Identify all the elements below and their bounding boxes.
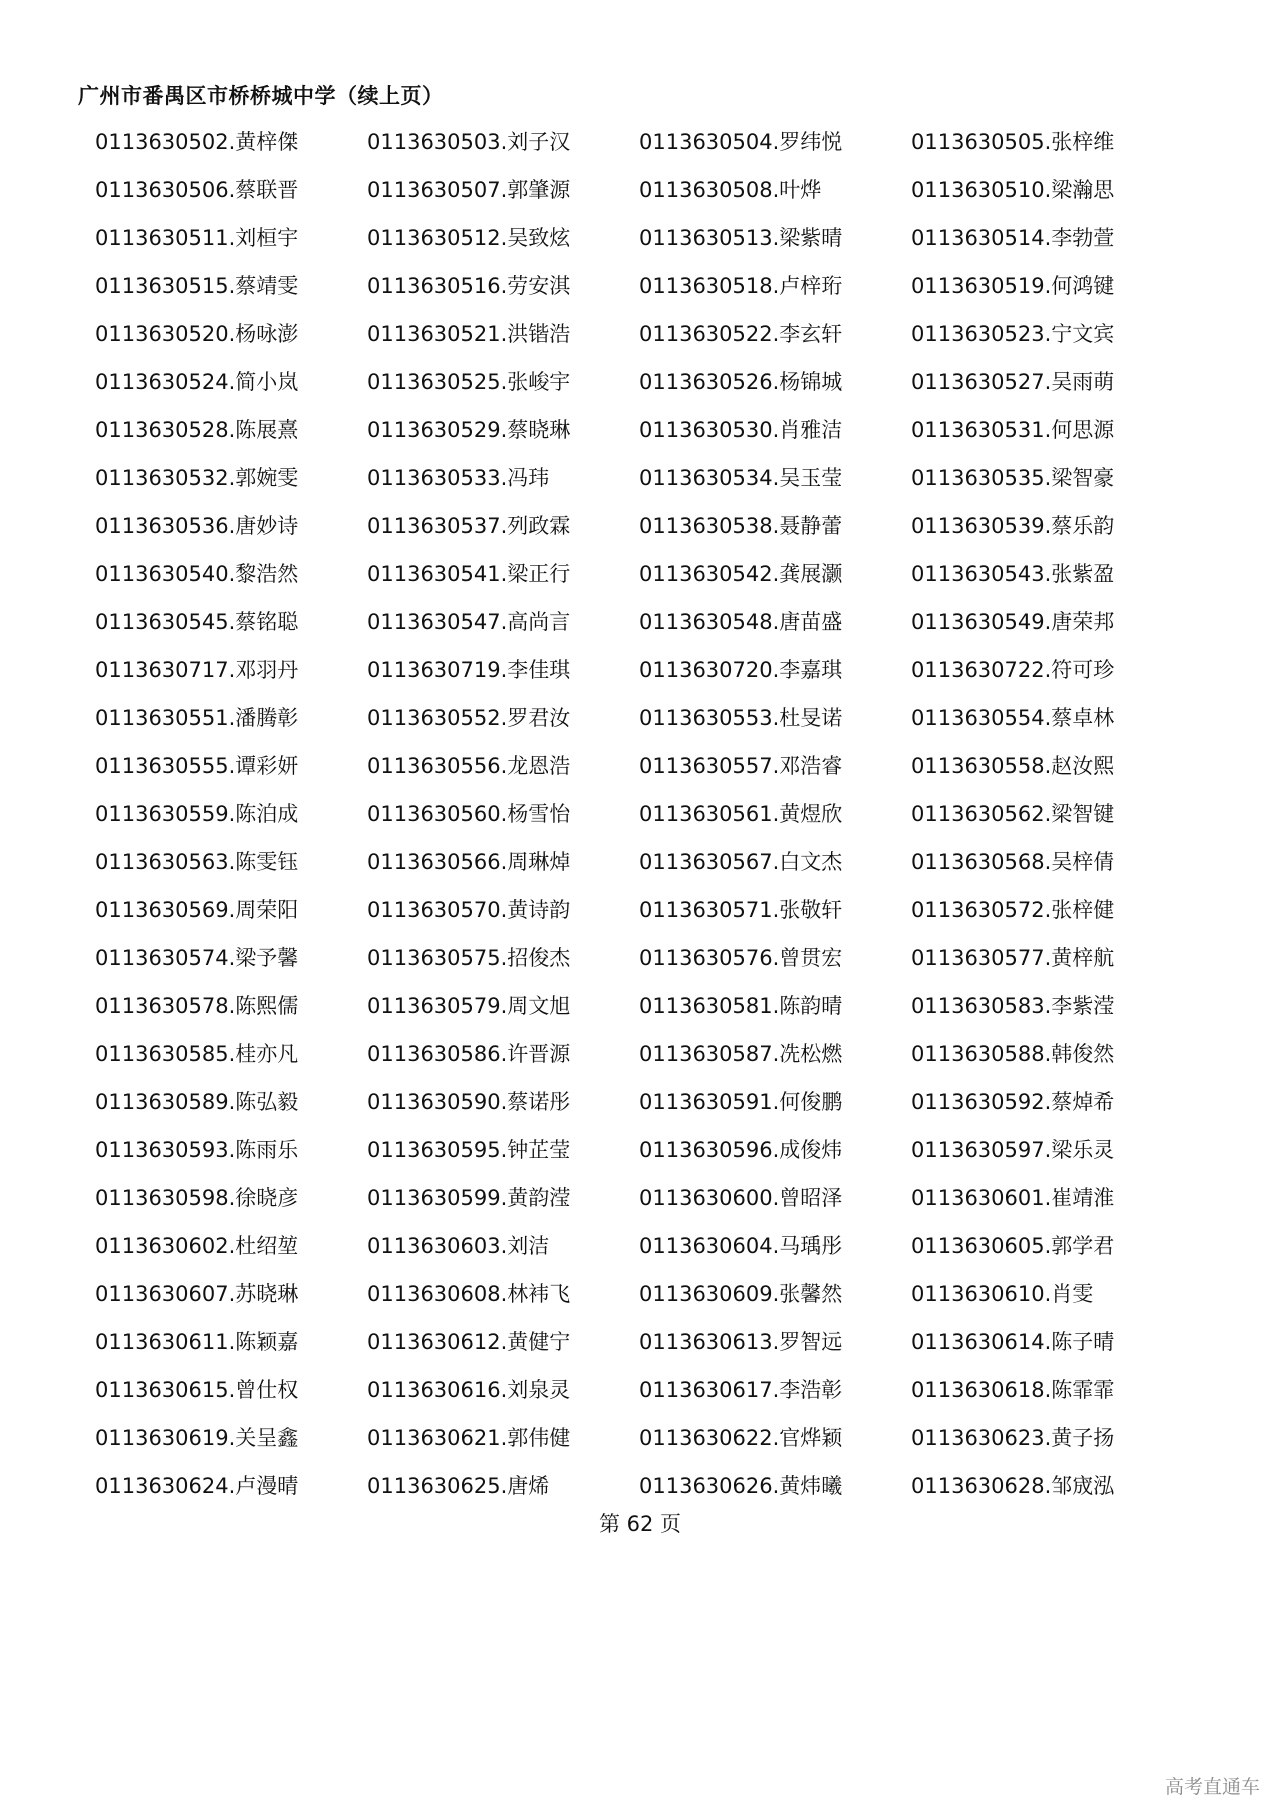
student-entry: 0113630617.李浩彰 — [639, 1378, 843, 1402]
student-entry: 0113630506.蔡联晋 — [95, 178, 299, 202]
student-entry: 0113630562.梁智键 — [911, 802, 1115, 826]
student-entry: 0113630570.黄诗韵 — [367, 898, 571, 922]
student-entry: 0113630613.罗智远 — [639, 1330, 843, 1354]
student-entry: 0113630554.蔡卓林 — [911, 706, 1115, 730]
student-entry: 0113630567.白文杰 — [639, 850, 843, 874]
student-entry: 0113630537.列政霖 — [367, 514, 571, 538]
student-entry: 0113630586.许晋源 — [367, 1042, 571, 1066]
student-entry: 0113630576.曾贯宏 — [639, 946, 843, 970]
student-entry: 0113630610.肖雯 — [911, 1282, 1094, 1306]
student-entry: 0113630593.陈雨乐 — [95, 1138, 299, 1162]
student-entry: 0113630558.赵汝熙 — [911, 754, 1115, 778]
student-entry: 0113630595.钟芷莹 — [367, 1138, 571, 1162]
student-entry: 0113630719.李佳琪 — [367, 658, 571, 682]
student-entry: 0113630569.周荣阳 — [95, 898, 299, 922]
student-entry: 0113630589.陈弘毅 — [95, 1090, 299, 1114]
student-entry: 0113630615.曾仕权 — [95, 1378, 299, 1402]
student-entry: 0113630552.罗君汝 — [367, 706, 571, 730]
student-entry: 0113630514.李勃萱 — [911, 226, 1115, 250]
student-entry: 0113630518.卢梓珩 — [639, 274, 843, 298]
student-entry: 0113630618.陈霏霏 — [911, 1378, 1115, 1402]
student-entry: 0113630508.叶烨 — [639, 178, 822, 202]
student-entry: 0113630598.徐晓彦 — [95, 1186, 299, 1210]
student-entry: 0113630596.成俊炜 — [639, 1138, 843, 1162]
student-entry: 0113630542.龚展灏 — [639, 562, 843, 586]
student-entry: 0113630507.郭肇源 — [367, 178, 571, 202]
student-entry: 0113630604.马瑀彤 — [639, 1234, 843, 1258]
student-entry: 0113630628.邹宬泓 — [911, 1474, 1115, 1498]
student-entry: 0113630626.黄炜曦 — [639, 1474, 843, 1498]
student-entry: 0113630551.潘腾彰 — [95, 706, 299, 730]
student-entry: 0113630531.何思源 — [911, 418, 1115, 442]
student-entry: 0113630601.崔靖淮 — [911, 1186, 1115, 1210]
student-entry: 0113630607.苏晓琳 — [95, 1282, 299, 1306]
student-entry: 0113630525.张峻宇 — [367, 370, 571, 394]
student-entry: 0113630616.刘泉灵 — [367, 1378, 571, 1402]
student-entry: 0113630561.黄煜欣 — [639, 802, 843, 826]
student-entry: 0113630625.唐烯 — [367, 1474, 550, 1498]
student-entry: 0113630543.张紫盈 — [911, 562, 1115, 586]
student-entry: 0113630590.蔡诺彤 — [367, 1090, 571, 1114]
student-entry: 0113630608.林袆飞 — [367, 1282, 571, 1306]
student-entry: 0113630583.李紫滢 — [911, 994, 1115, 1018]
student-entry: 0113630516.劳安淇 — [367, 274, 571, 298]
student-entry: 0113630603.刘洁 — [367, 1234, 550, 1258]
student-entry: 0113630528.陈展熹 — [95, 418, 299, 442]
student-entry: 0113630504.罗纬悦 — [639, 130, 843, 154]
student-entry: 0113630599.黄韵滢 — [367, 1186, 571, 1210]
student-entry: 0113630548.唐苗盛 — [639, 610, 843, 634]
student-entry: 0113630547.高尚言 — [367, 610, 571, 634]
student-entry: 0113630572.张梓健 — [911, 898, 1115, 922]
student-entry: 0113630579.周文旭 — [367, 994, 571, 1018]
student-entry: 0113630533.冯玮 — [367, 466, 550, 490]
student-entry: 0113630549.唐荣邦 — [911, 610, 1115, 634]
student-entry: 0113630585.桂亦凡 — [95, 1042, 299, 1066]
student-entry: 0113630529.蔡晓琳 — [367, 418, 571, 442]
student-entry: 0113630597.梁乐灵 — [911, 1138, 1115, 1162]
student-entry: 0113630532.郭婉雯 — [95, 466, 299, 490]
student-entry: 0113630521.洪锴浩 — [367, 322, 571, 346]
student-entry: 0113630619.关呈鑫 — [95, 1426, 299, 1450]
student-entry: 0113630587.冼松燃 — [639, 1042, 843, 1066]
student-entry: 0113630530.肖雅洁 — [639, 418, 843, 442]
student-entry: 0113630535.梁智豪 — [911, 466, 1115, 490]
student-entry: 0113630560.杨雪怡 — [367, 802, 571, 826]
student-entry: 0113630592.蔡焯希 — [911, 1090, 1115, 1114]
student-entry: 0113630555.谭彩妍 — [95, 754, 299, 778]
student-entry: 0113630538.聂静蕾 — [639, 514, 843, 538]
student-entry: 0113630540.黎浩然 — [95, 562, 299, 586]
student-entry: 0113630513.梁紫晴 — [639, 226, 843, 250]
student-entry: 0113630520.杨咏澎 — [95, 322, 299, 346]
student-entry: 0113630511.刘桓宇 — [95, 226, 299, 250]
student-entry: 0113630566.周琳焯 — [367, 850, 571, 874]
page-number: 第 62 页 — [598, 1512, 682, 1536]
student-entry: 0113630539.蔡乐韵 — [911, 514, 1115, 538]
student-entry: 0113630556.龙恩浩 — [367, 754, 571, 778]
student-entry: 0113630591.何俊鹏 — [639, 1090, 843, 1114]
student-entry: 0113630553.杜旻诺 — [639, 706, 843, 730]
student-entry: 0113630557.邓浩睿 — [639, 754, 843, 778]
student-entry: 0113630720.李嘉琪 — [639, 658, 843, 682]
student-entry: 0113630571.张敬轩 — [639, 898, 843, 922]
student-roster — [95, 118, 1205, 1510]
student-entry: 0113630527.吴雨萌 — [911, 370, 1115, 394]
student-entry: 0113630523.宁文宾 — [911, 322, 1115, 346]
student-entry: 0113630578.陈熙儒 — [95, 994, 299, 1018]
student-entry: 0113630545.蔡铭聪 — [95, 610, 299, 634]
student-entry: 0113630624.卢漫晴 — [95, 1474, 299, 1498]
student-entry: 0113630519.何鸿键 — [911, 274, 1115, 298]
student-entry: 0113630614.陈子晴 — [911, 1330, 1115, 1354]
student-entry: 0113630575.招俊杰 — [367, 946, 571, 970]
student-entry: 0113630621.郭伟健 — [367, 1426, 571, 1450]
student-entry: 0113630602.杜绍堃 — [95, 1234, 299, 1258]
student-entry: 0113630512.吴致炫 — [367, 226, 571, 250]
student-entry: 0113630505.张梓维 — [911, 130, 1115, 154]
student-entry: 0113630600.曾昭泽 — [639, 1186, 843, 1210]
student-entry: 0113630515.蔡靖雯 — [95, 274, 299, 298]
student-entry: 0113630622.官烨颖 — [639, 1426, 843, 1450]
section-title: 广州市番禺区市桥桥城中学（续上页） — [78, 84, 444, 108]
student-entry: 0113630510.梁瀚思 — [911, 178, 1115, 202]
student-entry: 0113630502.黄梓傑 — [95, 130, 299, 154]
student-entry: 0113630574.梁予馨 — [95, 946, 299, 970]
student-entry: 0113630559.陈泊成 — [95, 802, 299, 826]
student-entry: 0113630577.黄梓航 — [911, 946, 1115, 970]
student-entry: 0113630609.张馨然 — [639, 1282, 843, 1306]
student-entry: 0113630503.刘子汉 — [367, 130, 571, 154]
student-entry: 0113630623.黄子扬 — [911, 1426, 1115, 1450]
student-entry: 0113630526.杨锦城 — [639, 370, 843, 394]
student-entry: 0113630541.梁正行 — [367, 562, 571, 586]
student-entry: 0113630588.韩俊然 — [911, 1042, 1115, 1066]
student-entry: 0113630536.唐妙诗 — [95, 514, 299, 538]
student-entry: 0113630612.黄健宁 — [367, 1330, 571, 1354]
student-entry: 0113630524.简小岚 — [95, 370, 299, 394]
student-entry: 0113630534.吴玉莹 — [639, 466, 843, 490]
student-entry: 0113630522.李玄轩 — [639, 322, 843, 346]
student-entry: 0113630717.邓羽丹 — [95, 658, 299, 682]
student-entry: 0113630605.郭学君 — [911, 1234, 1115, 1258]
student-entry: 0113630568.吴梓倩 — [911, 850, 1115, 874]
student-entry: 0113630581.陈韵晴 — [639, 994, 843, 1018]
watermark: 高考直通车 — [1164, 1776, 1260, 1798]
student-entry: 0113630611.陈颖嘉 — [95, 1330, 299, 1354]
student-entry: 0113630563.陈雯钰 — [95, 850, 299, 874]
student-entry: 0113630722.符可珍 — [911, 658, 1115, 682]
